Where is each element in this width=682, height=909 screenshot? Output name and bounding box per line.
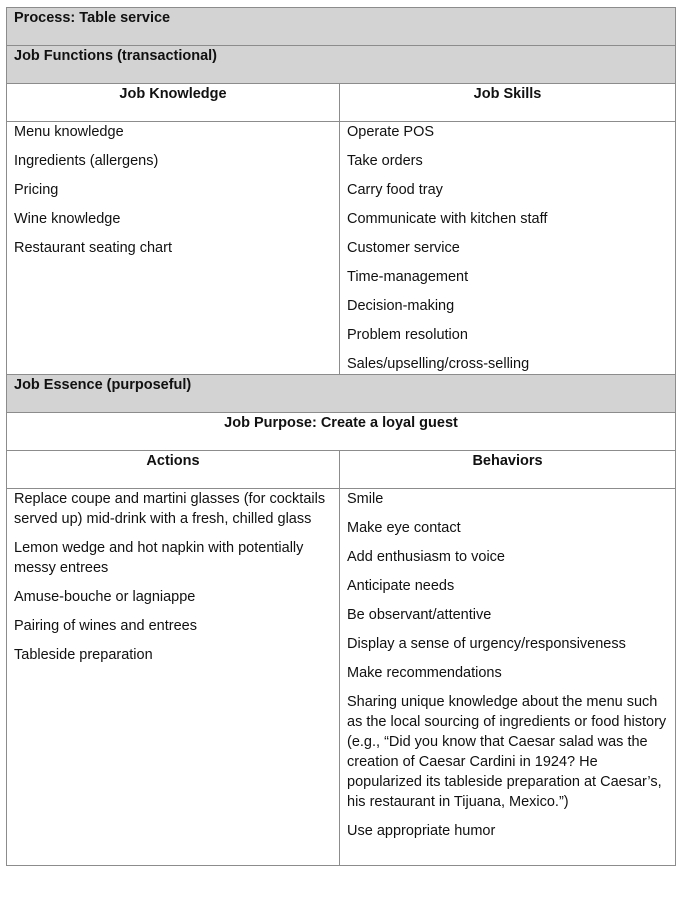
job-knowledge-header: Job Knowledge [7,84,340,122]
behaviors-header: Behaviors [340,451,676,489]
list-item: Sales/upselling/cross-selling [347,356,530,372]
list-item: Wine knowledge [14,211,121,227]
list-item: Be observant/attentive [347,607,492,623]
behaviors-list [340,489,676,866]
actions-list [7,489,340,866]
list-item: Ingredients (allergens) [14,153,159,169]
job-essence-header-row [7,451,676,489]
job-essence-title: Job Essence (purposeful) [7,375,676,413]
list-item: Tableside preparation [14,647,153,663]
list-item: Carry food tray [347,182,443,198]
list-item: Pricing [14,182,59,198]
list-item: Display a sense of urgency/responsiveness [347,636,626,652]
list-item: Take orders [347,153,423,169]
job-skills-list [340,122,676,375]
job-knowledge-list [7,122,340,375]
process-title: Process: Table service [7,8,676,46]
list-item: Make eye contact [347,520,461,536]
job-skills-header: Job Skills [340,84,676,122]
process-row [7,8,676,46]
job-analysis-table [6,7,676,866]
list-item: Communicate with kitchen staff [347,211,548,227]
list-item: Anticipate needs [347,578,455,594]
actions-header: Actions [7,451,340,489]
list-item: Problem resolution [347,327,468,343]
list-item: Menu knowledge [14,124,124,140]
job-functions-header-row [7,84,676,122]
job-functions-row [7,46,676,84]
list-item: Operate POS [347,124,435,140]
list-item: Add enthusiasm to voice [347,549,505,565]
job-essence-list-row [7,489,676,866]
job-purpose-row [7,413,676,451]
job-functions-title: Job Functions (transactional) [7,46,676,84]
list-item: Amuse-bouche or lagniappe [14,589,196,605]
list-item: Use appropriate humor [347,823,496,839]
list-item: Time-management [347,269,469,285]
job-essence-row [7,375,676,413]
job-functions-list-row [7,122,676,375]
list-item: Smile [347,491,384,507]
list-item: Make recommendations [347,665,502,681]
list-item: Customer service [347,240,460,256]
list-item: Lemon wedge and hot napkin with potentially messy entrees [14,540,304,576]
list-item: Replace coupe and martini glasses (for cocktails served up) mid-drink with a fresh, chilled glass [14,491,326,527]
list-item: Decision-making [347,298,455,314]
list-item: Sharing unique knowledge about the menu such as the local sourcing of ingredients or food history (e.g., “Did you know that Caesar salad was the creation of Caesar Cardini in 1924? He popularized its tableside preparation at Caesar’s, his restaurant in Tijuana, Mexico.”) [347,694,667,810]
job-purpose: Job Purpose: Create a loyal guest [7,413,676,451]
list-item: Restaurant seating chart [14,240,172,256]
list-item: Pairing of wines and entrees [14,618,197,634]
